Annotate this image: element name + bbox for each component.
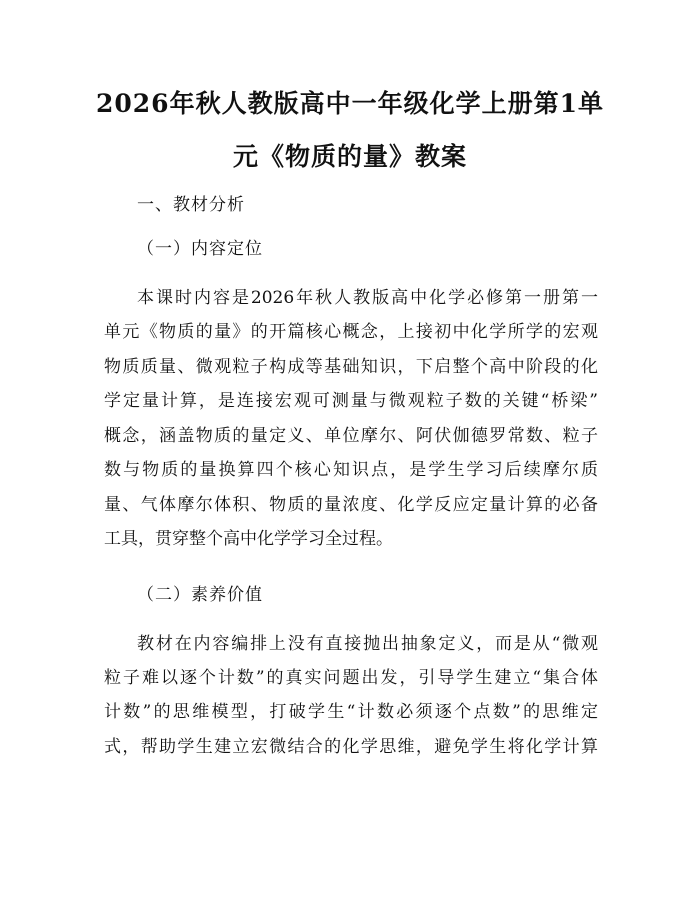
paragraph-1-line: 工具，贯穿整个高中化学学习全过程。: [104, 529, 393, 549]
paragraph-1-line: 量、气体摩尔体积、物质的量浓度、化学反应定量计算的必备: [104, 495, 598, 515]
document-title-line-1: 2026年秋人教版高中一年级化学上册第1单: [96, 89, 604, 118]
paragraph-2-line: 计数”的思维模型，打破学生“计数必须逐个点数”的思维定: [104, 702, 598, 722]
subsection-heading-content-positioning: （一）内容定位: [137, 239, 263, 259]
paragraph-1-line: 单元《物质的量》的开篇核心概念，上接初中化学所学的宏观: [104, 322, 598, 342]
subsection-heading-literacy-value: （二）素养价值: [137, 585, 263, 605]
paragraph-1-line: 数与物质的量换算四个核心知识点，是学生学习后续摩尔质: [104, 460, 598, 480]
paragraph-2-line: 教材在内容编排上没有直接抛出抽象定义，而是从“微观: [137, 634, 598, 654]
paragraph-1-line: 学定量计算，是连接宏观可测量与微观粒子数的关键“桥梁”: [104, 391, 598, 411]
paragraph-1-line: 本课时内容是2026年秋人教版高中化学必修第一册第一: [137, 288, 598, 308]
paragraph-1-line: 物质质量、微观粒子构成等基础知识，下启整个高中阶段的化: [104, 357, 598, 377]
paragraph-2-line: 粒子难以逐个计数”的真实问题出发，引导学生建立“集合体: [104, 668, 598, 688]
document-title-line-2: 元《物质的量》教案: [232, 142, 467, 171]
paragraph-1-line: 概念，涵盖物质的量定义、单位摩尔、阿伏伽德罗常数、粒子: [104, 426, 598, 446]
section-heading-textbook-analysis: 一、教材分析: [137, 195, 245, 215]
paragraph-2-line: 式，帮助学生建立宏微结合的化学思维，避免学生将化学计算: [104, 737, 598, 757]
